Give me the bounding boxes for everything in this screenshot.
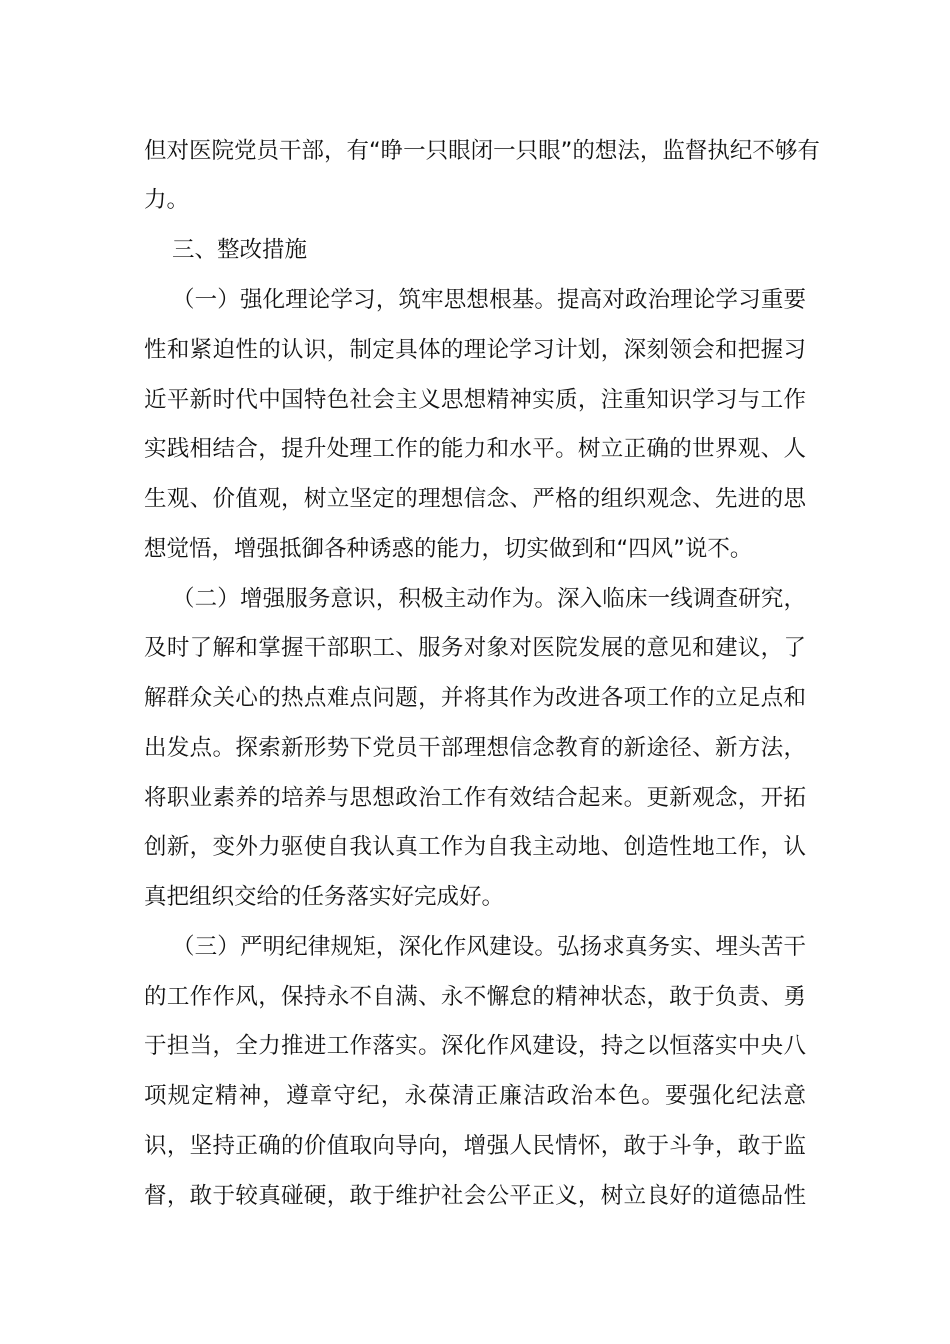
- text-line: 解群众关心的热点难点问题，并将其作为改进各项工作的立足点和: [144, 685, 806, 711]
- text-line: 的工作作风，保持永不自满、永不懈怠的精神状态，敢于负责、勇: [144, 984, 806, 1010]
- text-line: 性和紧迫性的认识，制定具体的理论学习计划，深刻领会和把握习: [144, 337, 806, 363]
- text-line: 真把组织交给的任务落实好完成好。: [144, 884, 505, 910]
- text-line: 实践相结合，提升处理工作的能力和水平。树立正确的世界观、人: [144, 436, 806, 462]
- text-line: 想觉悟，增强抵御各种诱惑的能力，切实做到和“四风”说不。: [144, 536, 753, 562]
- text-line: 生观、价值观，树立坚定的理想信念、严格的组织观念、先进的思: [144, 486, 806, 512]
- text-line: 识，坚持正确的价值取向导向，增强人民情怀，敢于斗争，敢于监: [144, 1133, 806, 1159]
- text-line: 创新，变外力驱使自我认真工作为自我主动地、创造性地工作，认: [144, 834, 806, 860]
- text-line: 近平新时代中国特色社会主义思想精神实质，注重知识学习与工作: [144, 387, 806, 413]
- paragraph-1-first-line: （一）强化理论学习，筑牢思想根基。提高对政治理论学习重要: [172, 287, 806, 313]
- section-heading: 三、整改措施: [172, 237, 308, 263]
- text-line: 督，敢于较真碰硬，敢于维护社会公平正义，树立良好的道德品性: [144, 1183, 806, 1209]
- paragraph-3-first-line: （三）严明纪律规矩，深化作风建设。弘扬求真务实、埋头苦干: [172, 934, 806, 960]
- text-line: 及时了解和掌握干部职工、服务对象对医院发展的意见和建议，了: [144, 635, 806, 661]
- text-line: 出发点。探索新形势下党员干部理想信念教育的新途径、新方法，: [144, 735, 806, 761]
- text-line: 力。: [144, 187, 190, 213]
- text-line: 将职业素养的培养与思想政治工作有效结合起来。更新观念，开拓: [144, 785, 806, 811]
- text-line: 项规定精神，遵章守纪，永葆清正廉洁政治本色。要强化纪法意: [144, 1083, 806, 1109]
- paragraph-2-first-line: （二）增强服务意识，积极主动作为。深入临床一线调查研究，: [172, 586, 806, 612]
- text-line: 但对医院党员干部，有“睁一只眼闭一只眼”的想法，监督执纪不够有: [144, 138, 820, 164]
- text-line: 于担当，全力推进工作落实。深化作风建设，持之以恒落实中央八: [144, 1033, 806, 1059]
